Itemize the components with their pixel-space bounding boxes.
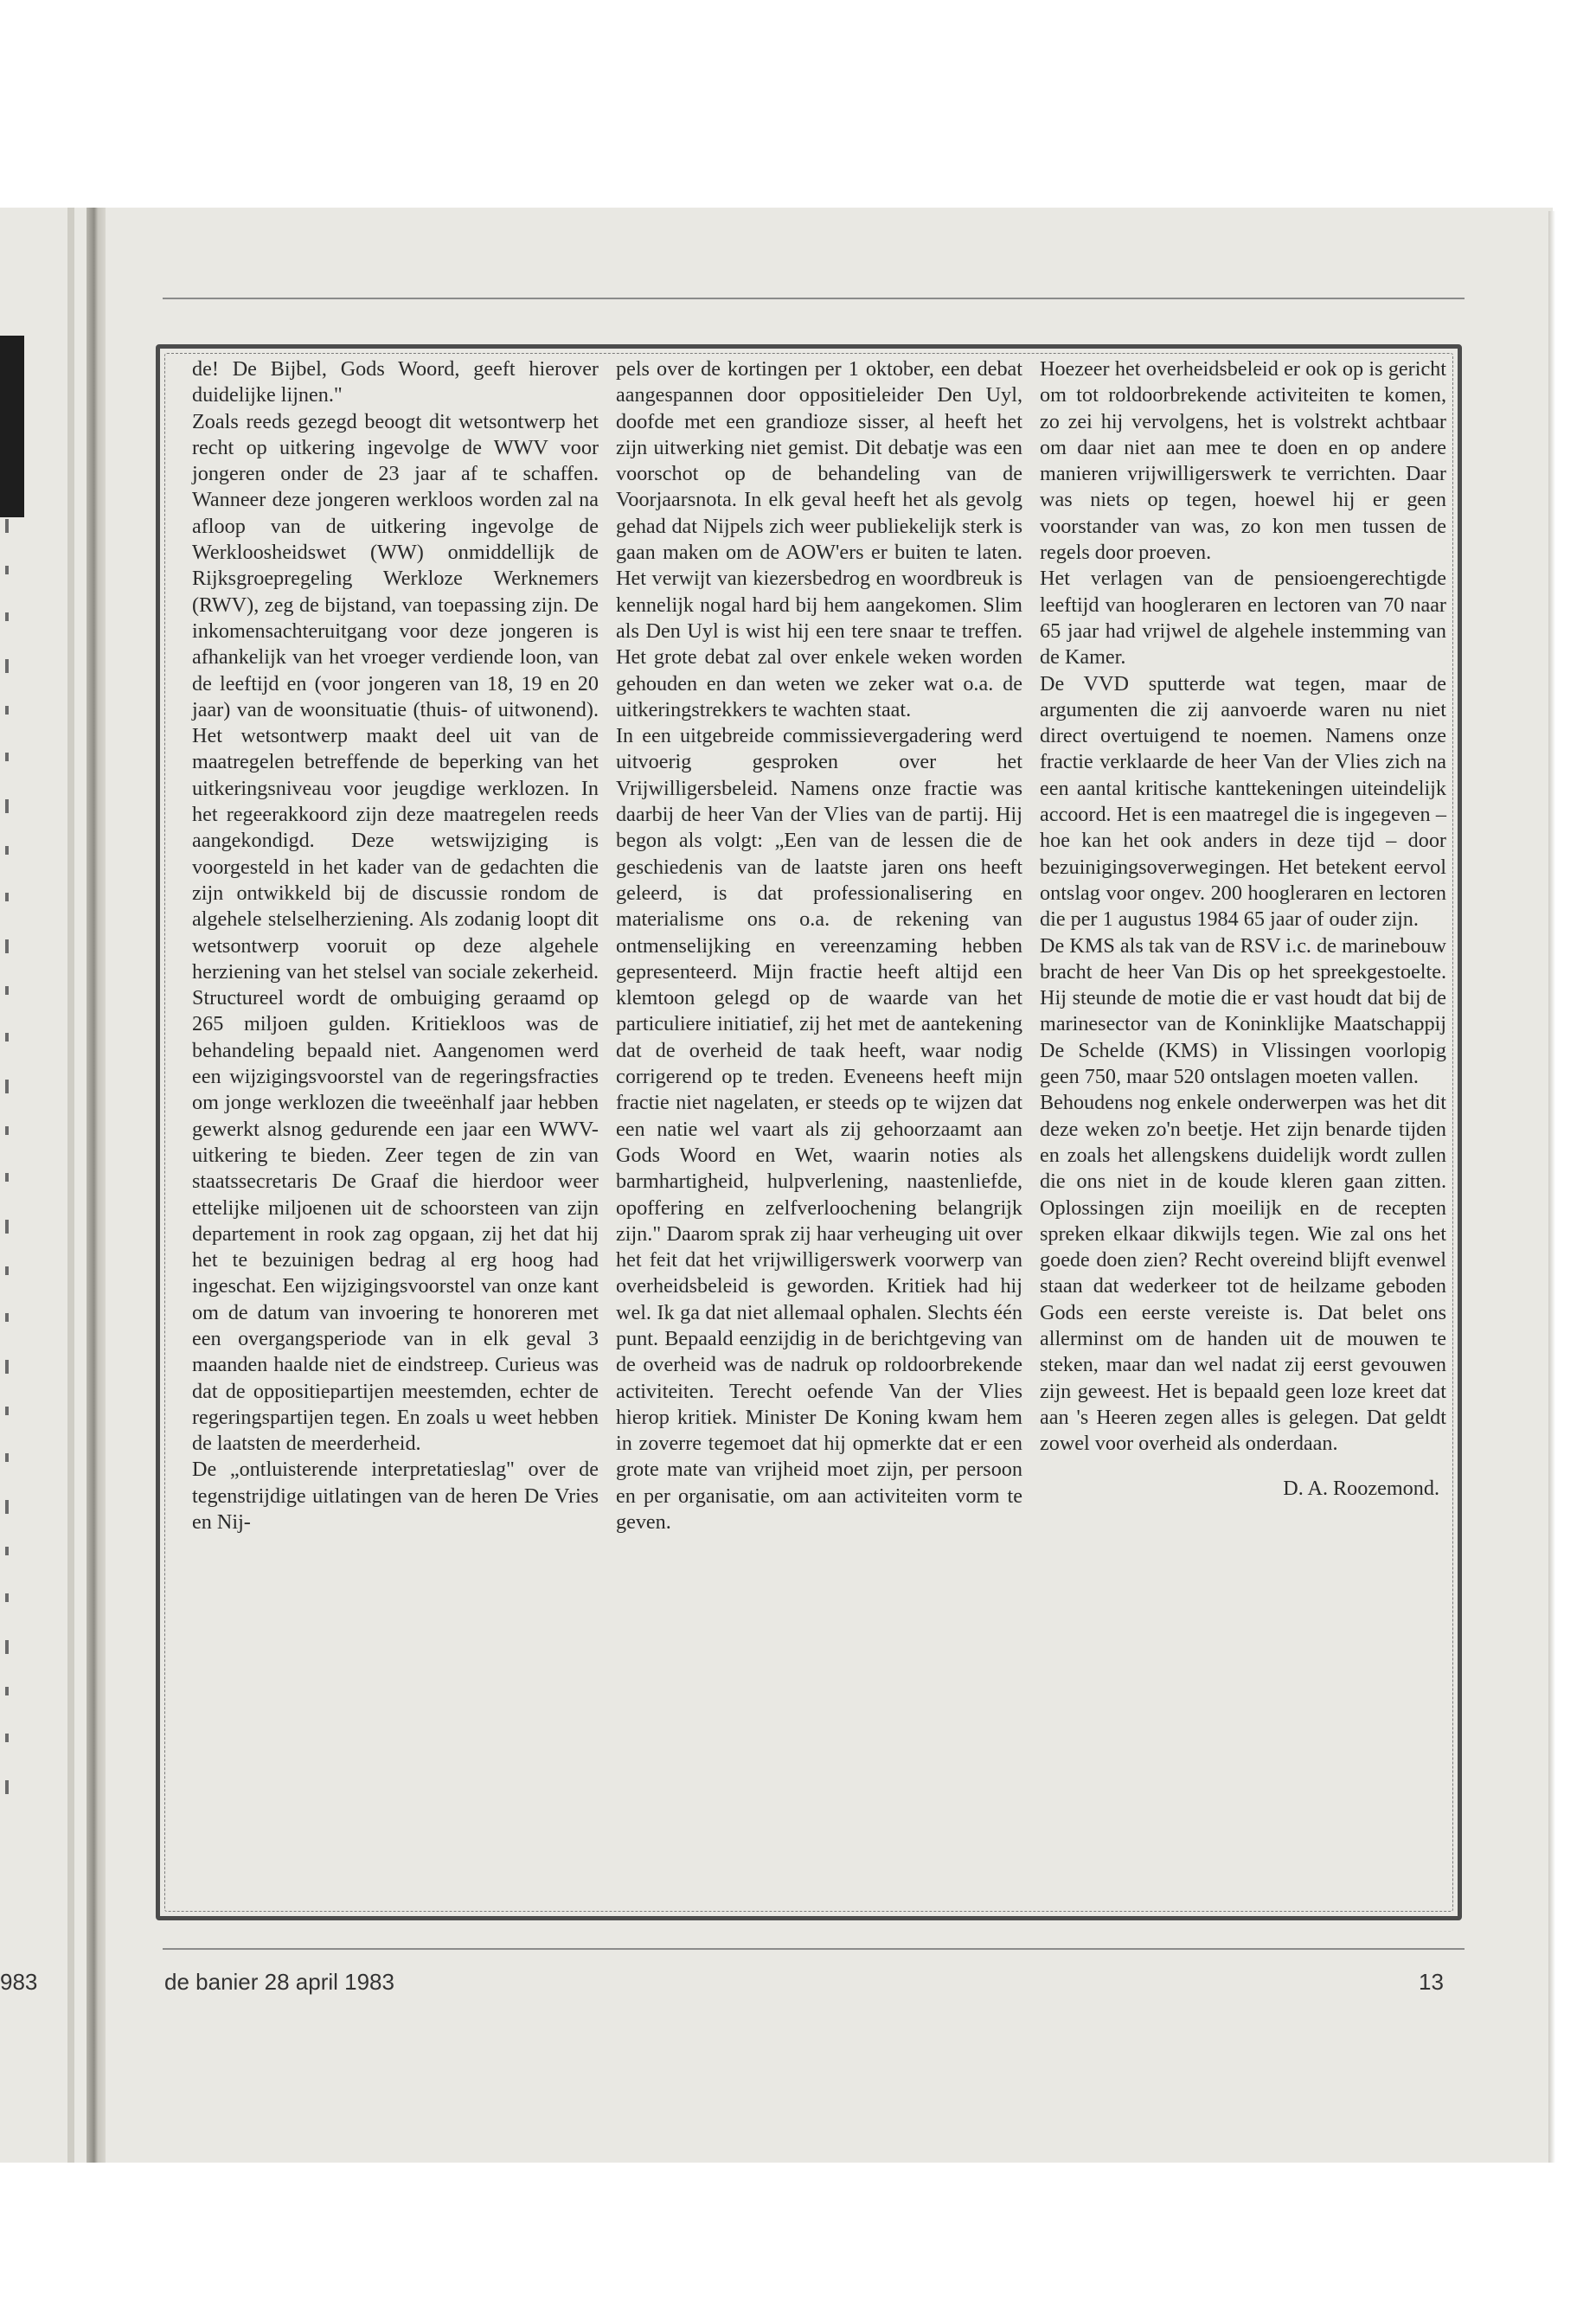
- facing-page-tick: [5, 706, 9, 715]
- article-column-3: [1040, 356, 1446, 1503]
- facing-page-tick: [5, 566, 9, 574]
- publication-footer: de banier 28 april 1983: [164, 1969, 394, 1995]
- facing-page-tick: [5, 753, 9, 761]
- paragraph: Zoals reeds gezegd beoogt dit wetsontwerp het recht op uitkering ingevolge de WWV voor jongeren onder de 23 jaar af te schaffen. Wanneer deze jongeren werkloos worden zal na afloop van de uitkering ingevolge de Werkloosheidswet (WW) onmiddellijk de Rijksgroepregeling Werkloze Werknemers (RWV), zeg de bijstand, van toepassing zijn. De inkomensachteruitgang voor deze jongeren is afhankelijk van het vroeger verdiende loon, van de leeftijd en (voor jongeren van 18, 19 en 20 jaar) van de woonsituatie (thuis- of uitwonend). Het wetsontwerp maakt deel uit van de maatregelen betreffende de beperking van het uitkeringsniveau voor jeugdige werklozen. In het regeerakkoord zijn deze maatregelen reeds aangekondigd. Deze wetswijziging is voorgesteld in het kader van de gedachten die zijn ontwikkeld bij de discussie rondom de algehele stelselherziening. Als zodanig loopt dit wetsontwerp vooruit op deze algehele herziening van het stelsel van sociale zekerheid. Structureel wordt de ombuiging geraamd op 265 miljoen gulden. Kritiekloos was de behandeling bepaald niet. Aangenomen werd een wijzigingsvoorstel van de regeringsfracties om jonge werklozen die tweeënhalf jaar hebben gewerkt alsnog gedurende een jaar een WWV-uitkering te bieden. Zeer tegen de zin van staatssecretaris De Graaf die hierdoor weer ettelijke miljoenen uit de schoorsteen van zijn departement in rook zag opgaan, zij het dat hij het te bezuinigen bedrag al erg hoog had ingeschat. Een wijzigingsvoorstel van onze kant om de datum van invoering te honoreren met een overgangsperiode van in elk geval 3 maanden haalde niet de eindstreep. Curieus was dat de oppositiepartijen meestemden, echter de regeringspartijen tegen. En zoals u weet hebben de laatsten de meerderheid.: [192, 409, 599, 1456]
- paragraph: Het verlagen van de pensioengerechtigde leeftijd van hoogleraren en lectoren van 70 naar 65 jaar had vrijwel de algehele instemming van de Kamer.: [1040, 567, 1446, 670]
- facing-page-tick: [5, 1780, 9, 1794]
- binding-line: [87, 208, 106, 2163]
- page-number: 13: [1419, 1969, 1444, 1995]
- paragraph: De KMS als tak van de RSV i.c. de marinebouw bracht de heer Van Dis op het spreekgestoelte. Hij steunde de motie die er vast houdt dat bij de marinesector van de Koninklijke Maatschappij De Schelde (KMS) in Vlissingen voorlopig geen 750, maar 520 ontslagen moeten vallen.: [1040, 933, 1446, 1089]
- facing-page-tick: [5, 659, 9, 673]
- facing-page-tick: [5, 1593, 9, 1602]
- facing-page-tick: [5, 1313, 9, 1322]
- facing-page-tick: [5, 1033, 9, 1042]
- facing-page-tick: [5, 939, 9, 953]
- binding-edge: [67, 208, 74, 2163]
- facing-page-tick: [5, 1500, 9, 1514]
- article-column-1: [192, 356, 599, 1535]
- paragraph: De „ontluisterende interpretatieslag" over de tegenstrijdige uitlatingen van de heren De Vries en Nij-: [192, 1458, 599, 1535]
- facing-page-number: 983: [0, 1969, 38, 1995]
- facing-page-tick: [5, 1173, 9, 1182]
- paragraph: De VVD sputterde wat tegen, maar de argumenten die zij aanvoerde waren nu niet direct overtuigend te noemen. Namens onze fractie verklaarde de heer Van der Vlies zich na een aantal kritische kanttekeningen uiteindelijk accoord. Het is een maatregel die is ingegeven – hoe kan het ook anders in deze tijd – door bezuinigingsoverwegingen. Het betekent eervol ontslag voor ongev. 200 hoogleraren en lectoren die per 1 augustus 1984 65 jaar of ouder zijn.: [1040, 671, 1446, 932]
- facing-page-tick: [5, 1407, 9, 1415]
- facing-page-tick: [5, 1266, 9, 1275]
- facing-page-tick: [5, 1126, 9, 1135]
- top-rule: [163, 298, 1465, 299]
- author-signature: D. A. Roozemond.: [1283, 1477, 1439, 1501]
- facing-page-tick: [5, 1453, 9, 1462]
- facing-page-tick: [5, 1687, 9, 1695]
- page-edge-shadow: [1548, 211, 1555, 2163]
- paragraph: de! De Bijbel, Gods Woord, geeft hierover duidelijke lijnen.": [192, 357, 599, 407]
- facing-page-tick: [5, 519, 9, 533]
- facing-page-tick: [5, 612, 9, 621]
- facing-page-tick: [5, 846, 9, 855]
- paragraph: Behoudens nog enkele onderwerpen was het dit deze weken zo'n beetje. Het zijn benarde tijden en zoals het allengskens duidelijk wordt zullen die ons niet in de koude kleren gaan zitten. Oplossingen zijn moeilijk en de recepten spreken elkaar dikwijls tegen. Wie zal ons het goede doen zien? Recht overeind blijft evenwel staan dat wederkeer tot de heilzame geboden Gods een eerste vereiste is. Dat belet ons allerminst om de handen uit de mouwen te steken, maar dan wel nadat zij eerst gevouwen zijn geweest. Het is bepaald geen loze kreet dat aan 's Heeren zegen alles is gelegen. Dat geldt zowel voor overheid als onderdaan.: [1040, 1091, 1446, 1456]
- facing-page-tick: [5, 1734, 9, 1742]
- paragraph: In een uitgebreide commissievergadering werd uitvoerig gesproken over het Vrijwilligersbeleid. Namens onze fractie was daarbij de heer Van der Vlies van de partij. Hij begon als volgt: „Een van de lessen die de geschiedenis van de laatste jaren ons heeft geleerd, is dat professionalisering en materialisme ons o.a. de rekening van ontmenselijking en vereenzaming hebben gepresenteerd. Mijn fractie heeft altijd een klemtoon gelegd op de waarde van het particuliere initiatief, zij het met de aantekening dat de overheid de taak heeft, waar nodig corrigerend op te treden. Eveneens heeft mijn fractie niet nagelaten, er steeds op te wijzen dat een natie wel vaart als zij gehoorzaamt aan Gods Woord en Wet, waarin noties als barmhartigheid, hulpverlening, naastenliefde, opoffering en zelfverloochening belangrijk zijn." Daarom sprak zij haar verheuging uit over het feit dat het vrijwilligerswerk voorwerp van overheidsbeleid is geworden. Kritiek had hij wel. Ik ga dat niet allemaal ophalen. Slechts één punt. Bepaald eenzijdig in de berichtgeving van de overheid was de nadruk op roldoorbrekende activiteiten. Terecht oefende Van der Vlies hierop kritiek. Minister De Koning kwam hem in zoverre tegemoet dat hij opmerkte dat er een grote mate van vrijheid moet zijn, per persoon en per organisatie, om aan activiteiten vorm te geven.: [616, 724, 1022, 1535]
- article-column-2: [616, 356, 1022, 1535]
- facing-page-tick: [5, 1640, 9, 1654]
- paragraph: pels over de kortingen per 1 oktober, een debat aangespannen door oppositieleider Den Uyl, doofde met een grandioze sisser, al heeft het zijn uitwerking niet gemist. Dit debatje was een voorschot op de behandeling van de Voorjaarsnota. In elk geval heeft het als gevolg gehad dat Nijpels zich weer publiekelijk sterk is gaan maken om de AOW'ers er buiten te laten. Het verwijt van kiezersbedrog en woordbreuk is kennelijk nogal hard bij hem aangekomen. Slim als Den Uyl is wist hij een tere snaar te treffen. Het grote debat zal over enkele weken worden gehouden en dan weten we zeker wat o.a. de uitkeringstrekkers te wachten staat.: [616, 357, 1022, 721]
- facing-page-black-block: [0, 336, 24, 517]
- facing-page-tick: [5, 1547, 9, 1555]
- facing-page-tick: [5, 1220, 9, 1234]
- facing-page-tick: [5, 1360, 9, 1374]
- facing-page-tick: [5, 799, 9, 813]
- bottom-rule: [163, 1948, 1465, 1950]
- facing-page-text-edge: [5, 519, 17, 1817]
- facing-page-tick: [5, 986, 9, 995]
- facing-page-tick: [5, 1080, 9, 1093]
- paragraph: Hoezeer het overheidsbeleid er ook op is gericht om tot roldoorbrekende activiteiten te komen, zo zei hij vervolgens, het is volstrekt achtbaar om daar niet aan mee te doen en op andere manieren vrijwilligerswerk te verrichten. Daar was niets op tegen, hoewel hij er geen voorstander van was, zo kon men tussen de regels door proeven.: [1040, 357, 1446, 565]
- facing-page-tick: [5, 893, 9, 901]
